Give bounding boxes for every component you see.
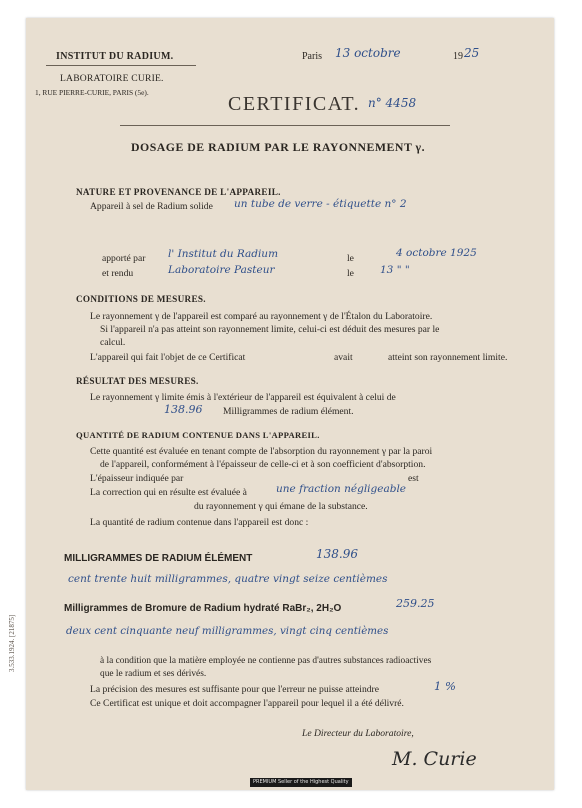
title-rule	[120, 125, 450, 126]
conditions-line1: Le rayonnement γ de l'appareil est comparé au rayonnement γ de l'Étalon du Laboratoire.	[90, 311, 433, 322]
header-rule	[46, 65, 196, 66]
quantite-line2: de l'appareil, conformément à l'épaisseur de celle-ci et à son coefficient d'absorption.	[100, 459, 426, 470]
certificate-subtitle: DOSAGE DE RADIUM PAR LE RAYONNEMENT γ.	[131, 140, 426, 154]
correction-line2: du rayonnement γ qui émane de la substance.	[194, 501, 368, 512]
epaisseur-est: est	[408, 473, 419, 484]
nature-heading: NATURE ET PROVENANCE DE L'APPAREIL.	[76, 187, 281, 197]
apporte-value: l' Institut du Radium	[168, 248, 279, 260]
precision-text: La précision des mesures est suffisante pour que l'erreur ne puisse atteindre	[90, 684, 380, 695]
conditions-line4b: avait	[334, 352, 353, 363]
certificate-title: CERTIFICAT.	[228, 93, 361, 115]
year-handwritten: 25	[464, 46, 480, 60]
appareil-value: un tube de verre - étiquette n° 2	[234, 198, 407, 210]
unique-text: Ce Certificat est unique et doit accompagner l'appareil pour lequel il a été délivré.	[90, 698, 404, 709]
bromure-value: 259.25	[396, 597, 435, 610]
correction-value: une fraction négligeable	[276, 483, 407, 495]
condition-line1: à la condition que la matière employée ne contienne pas d'autres substances radioactives	[100, 656, 432, 666]
element-value: 138.96	[316, 547, 358, 561]
bromure-label: Milligrammes de Bromure de Radium hydraté RaBr₂, 2H₂O	[64, 603, 342, 614]
resultat-value: 138.96	[164, 403, 203, 416]
city-label: Paris	[302, 51, 322, 62]
rendu-le: le	[347, 268, 354, 279]
year-prefix: 19	[453, 51, 463, 62]
certificate-number: n° 4458	[368, 96, 417, 110]
appareil-label: Appareil à sel de Radium solide	[90, 201, 213, 212]
conditions-line2: Si l'appareil n'a pas atteint son rayonnement limite, celui-ci est déduit des mesures par le	[100, 324, 440, 335]
rendu-label: et rendu	[102, 268, 134, 279]
conditions-heading: CONDITIONS DE MESURES.	[76, 294, 206, 304]
quantite-conclusion: La quantité de radium contenue dans l'appareil est donc :	[90, 517, 309, 528]
quantite-line1: Cette quantité est évaluée en tenant compte de l'absorption du rayonnement γ par la paroi	[90, 446, 433, 457]
precision-value: 1 %	[434, 679, 456, 693]
element-label: MILLIGRAMMES DE RADIUM ÉLÉMENT	[64, 553, 253, 564]
resultat-unit: Milligrammes de radium élément.	[223, 406, 354, 417]
director-signature: M. Curie	[392, 748, 477, 770]
quantite-heading: QUANTITÉ DE RADIUM CONTENUE DANS L'APPAREIL.	[76, 430, 320, 440]
side-print-number: 3.533.1924. [21875]	[8, 614, 16, 672]
seller-watermark: PREMIUM Seller of the Highest Quality	[250, 778, 352, 787]
apporte-label: apporté par	[102, 253, 146, 264]
element-words: cent trente huit milligrammes, quatre vingt seize centièmes	[68, 573, 388, 585]
rendu-date: 13 " "	[380, 264, 410, 276]
conditions-line4a: L'appareil qui fait l'objet de ce Certificat	[90, 352, 246, 363]
lab-address: 1, RUE PIERRE-CURIE, PARIS (5e).	[35, 88, 149, 97]
institute-name: INSTITUT DU RADIUM.	[56, 51, 174, 62]
lab-name: LABORATOIRE CURIE.	[60, 73, 164, 84]
conditions-line3: calcul.	[100, 337, 126, 348]
correction-label: La correction qui en résulte est évaluée à	[90, 487, 247, 498]
date-handwritten: 13 octobre	[335, 46, 401, 60]
condition-line2: que le radium et ses dérivés.	[100, 669, 207, 679]
resultat-heading: RÉSULTAT DES MESURES.	[76, 376, 199, 386]
bromure-words: deux cent cinquante neuf milligrammes, vingt cinq centièmes	[66, 625, 389, 637]
epaisseur-label: L'épaisseur indiquée par	[90, 473, 184, 484]
resultat-line1: Le rayonnement γ limite émis à l'extérieur de l'appareil est équivalent à celui de	[90, 392, 396, 403]
rendu-value: Laboratoire Pasteur	[168, 264, 275, 276]
directeur-label: Le Directeur du Laboratoire,	[302, 728, 414, 739]
conditions-line4c: atteint son rayonnement limite.	[388, 352, 508, 363]
apporte-date: 4 octobre 1925	[396, 247, 477, 259]
apporte-le: le	[347, 253, 354, 264]
certificate-page	[8, 18, 554, 790]
